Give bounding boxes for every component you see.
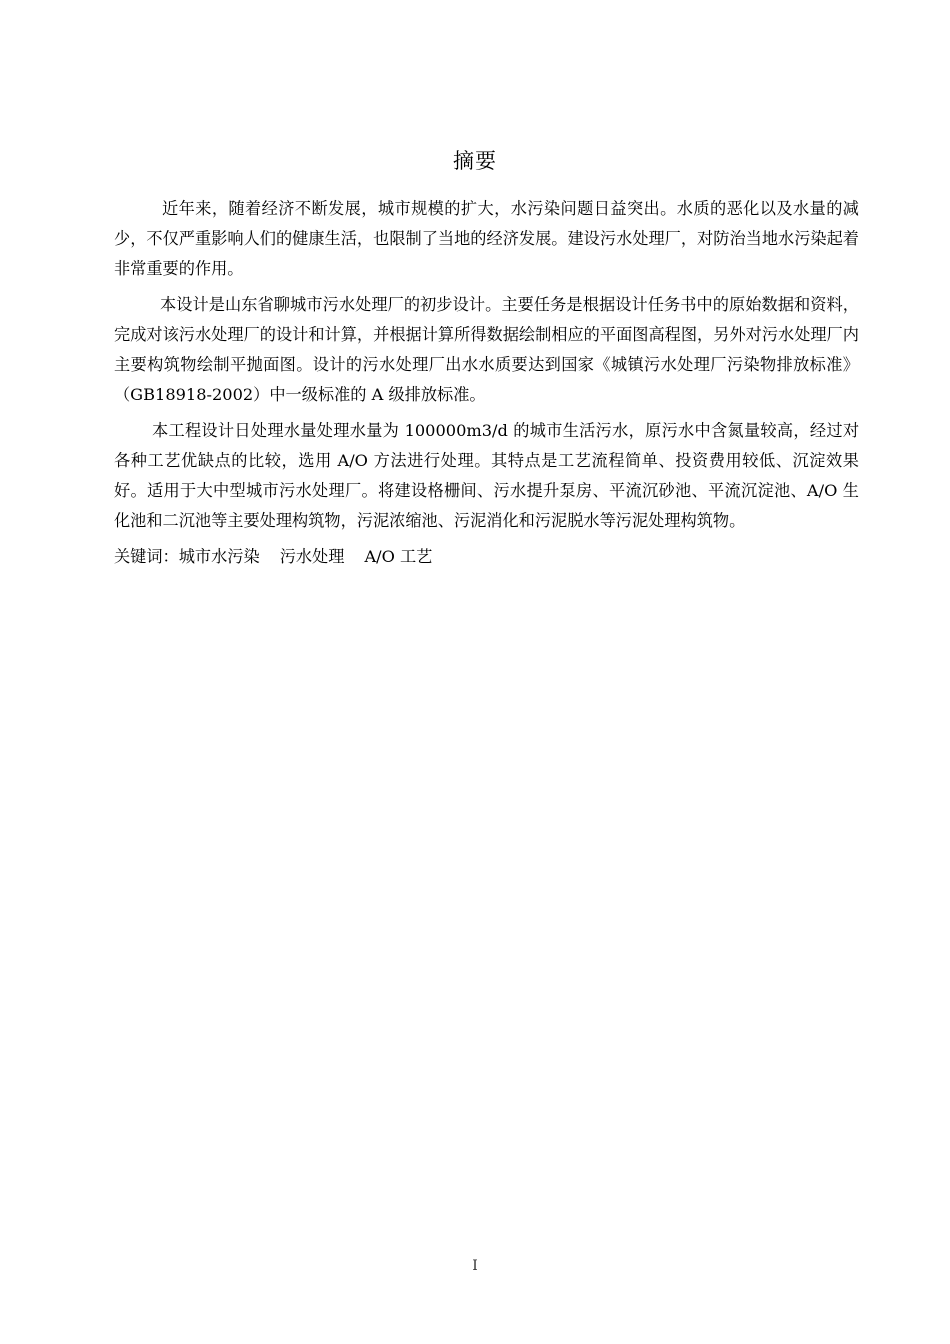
abstract-paragraph-2: 本设计是山东省聊城市污水处理厂的初步设计。主要任务是根据设计任务书中的原始数据和资料，完成对该污水处理厂的设计和计算，并根据计算所得数据绘制相应的平面图高程图，另外对污水处理厂内主要构筑物绘制平抛面图。设计的污水处理厂出水水质要达到国家《城镇污水处理厂污染物排放标准》（GB18918-2002）中一级标准的 A 级排放标准。 xyxy=(114,295,859,404)
abstract-paragraph-3: 本工程设计日处理水量处理水量为 100000m3/d 的城市生活污水，原污水中含氮量较高，经过对各种工艺优缺点的比较，选用 A/O 方法进行处理。其特点是工艺流程简单、投资费用较低、沉淀效果好。适用于大中型城市污水处理厂。将建设格栅间、污水提升泵房、平流沉砂池、平流沉淀池、A/O 生化池和二沉池等主要处理构筑物，污泥浓缩池、污泥消化和污泥脱水等污泥处理构筑物。 xyxy=(114,421,859,530)
abstract-paragraph-1: 近年来，随着经济不断发展，城市规模的扩大，水污染问题日益突出。水质的恶化以及水量的减少，不仅严重影响人们的健康生活，也限制了当地的经济发展。建设污水处理厂，对防治当地水污染起着非常重要的作用。 xyxy=(114,199,859,278)
page-number: I xyxy=(472,1258,478,1274)
keyword-item: 城市水污染 xyxy=(178,547,260,566)
keyword-item: 污水处理 xyxy=(279,547,345,566)
abstract-body xyxy=(114,194,859,572)
keywords-line xyxy=(114,542,859,572)
abstract-title: 摘要 xyxy=(453,149,497,173)
keyword-item: A/O 工艺 xyxy=(364,547,433,566)
keywords-label: 关键词： xyxy=(114,547,179,566)
